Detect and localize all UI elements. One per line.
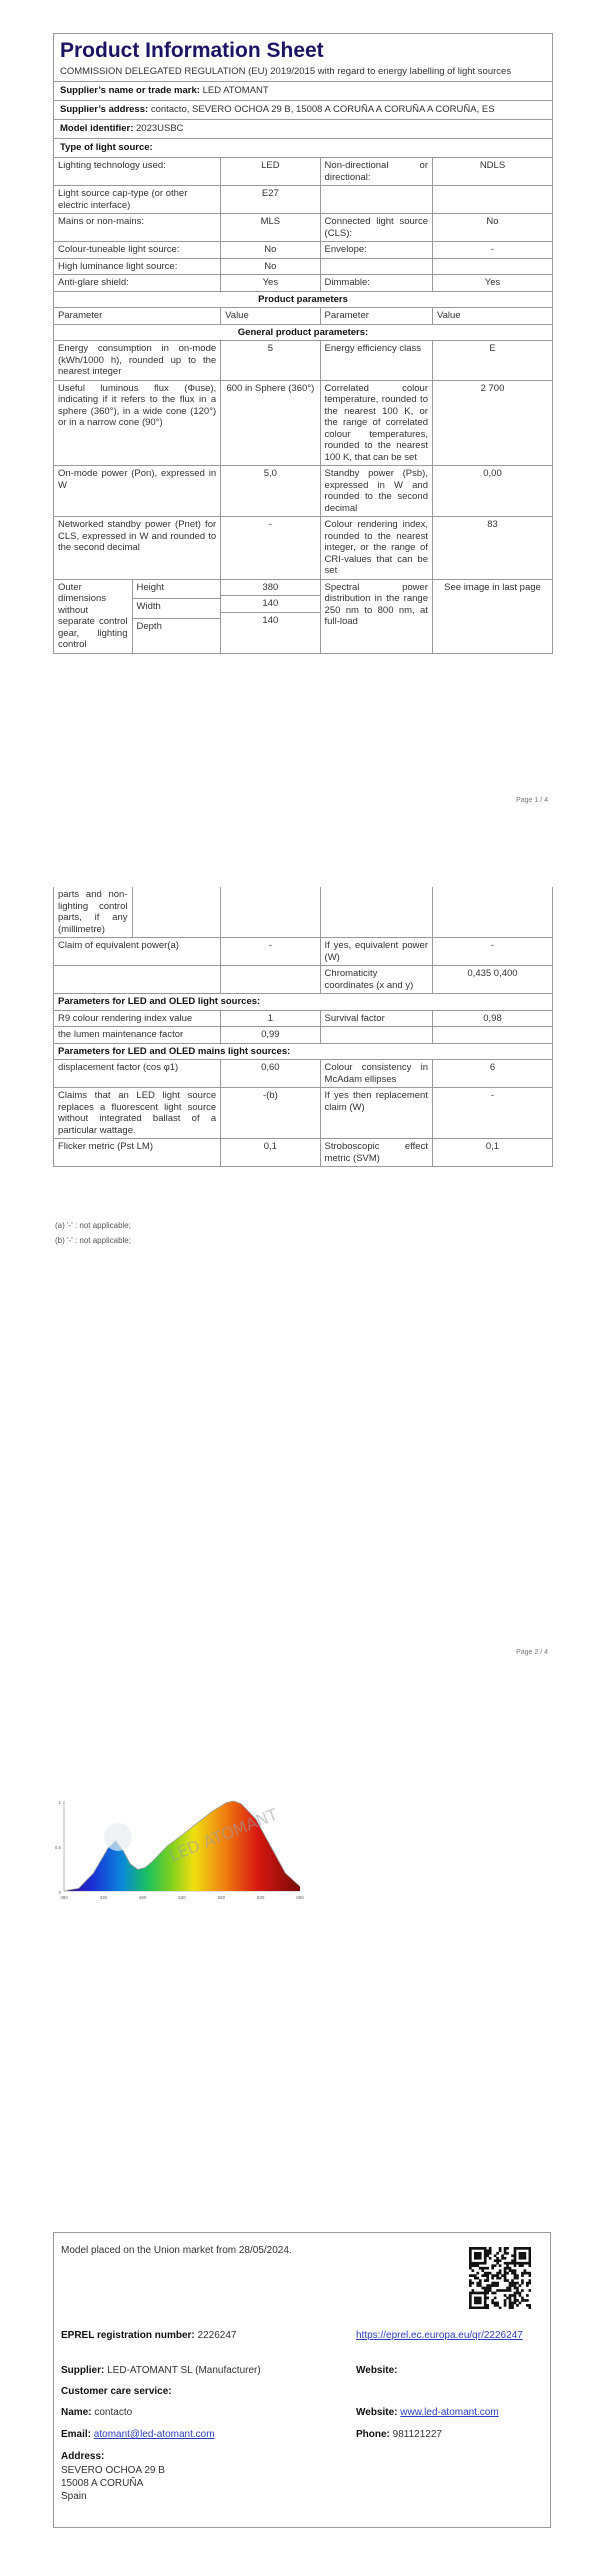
eprel-row xyxy=(61,2329,236,2342)
table-cell: -(b) xyxy=(221,1088,320,1139)
table-cell: Survival factor xyxy=(320,1010,432,1027)
table-cell: Standby power (Psb), expressed in W and rounded to the second decimal xyxy=(320,466,432,517)
table-cell: 5,0 xyxy=(221,466,320,517)
product-sheet-page2 xyxy=(53,887,553,1167)
product-sheet-page1 xyxy=(53,33,553,654)
table-cell: On-mode power (Pon), expressed in W xyxy=(54,466,221,517)
supplier-address-row xyxy=(54,100,552,119)
table-cell: Envelope: xyxy=(320,242,432,259)
supplier-name-label: Supplier’s name or trade mark: xyxy=(60,85,200,96)
website-link[interactable]: www.led-atomant.com xyxy=(400,2407,499,2418)
table-cell: Correlated colour temperature, rounded to the nearest 100 K, or the range of correlated colour temperatures, rounded to the nearest 100 K, that can be set xyxy=(320,380,432,466)
table-cell: 0,98 xyxy=(432,1010,552,1027)
address-label: Address: xyxy=(61,2451,105,2462)
x-tick-label: 430 xyxy=(99,1895,108,1900)
supplier-address-label: Supplier’s address: xyxy=(60,104,149,115)
table-row xyxy=(54,275,552,292)
dimensions-values xyxy=(221,579,320,653)
table-cell: If yes, equivalent power (W) xyxy=(320,938,432,966)
spectral-value: See image in last page xyxy=(432,579,552,653)
table-row xyxy=(54,186,552,214)
column-header: Parameter xyxy=(54,308,221,325)
table-cell: Energy consumption in on-mode (kWh/1000 h), rounded up to the nearest integer xyxy=(54,341,221,381)
table-cell: Claims that an LED light source replaces a fluorescent light source without integrated ballast of a particular wattage. xyxy=(54,1088,221,1139)
table-cell: Flicker metric (Pst LM) xyxy=(54,1139,221,1167)
table-cell: Mains or non-mains: xyxy=(54,214,221,242)
table-cell: No xyxy=(221,258,320,275)
table-cell: 83 xyxy=(432,517,552,580)
table-cell: Anti-glare shield: xyxy=(54,275,221,292)
footnote-b: (b) '-' : not applicable; xyxy=(55,1236,131,1245)
table-cell: Yes xyxy=(432,275,552,292)
table-row xyxy=(54,341,552,381)
table-row xyxy=(54,1060,552,1088)
table-cell: 0,435 0,400 xyxy=(432,966,552,994)
email-link[interactable]: atomant@led-atomant.com xyxy=(93,2429,215,2440)
table-cell: Colour rendering index, rounded to the nearest integer, or the range of CRI-values that can be set xyxy=(320,517,432,580)
table-row xyxy=(54,1010,552,1027)
table-cell: - xyxy=(432,938,552,966)
qr-code-icon xyxy=(469,2247,531,2309)
model-label: Model identifier: xyxy=(60,123,134,134)
parameters-table-continued xyxy=(54,887,552,1166)
table-cell: No xyxy=(432,214,552,242)
address-line: Spain xyxy=(61,2491,87,2502)
table-cell xyxy=(432,258,552,275)
x-tick-label: 680 xyxy=(296,1895,304,1900)
table-row xyxy=(54,158,552,186)
address-line: SEVERO OCHOA 29 B xyxy=(61,2465,165,2476)
x-tick-label: 480 xyxy=(138,1895,147,1900)
table-cell: 0,60 xyxy=(221,1060,320,1088)
table-cell: 0,00 xyxy=(432,466,552,517)
eprel-number: 2226247 xyxy=(197,2330,237,2341)
dimension-value: 380 xyxy=(262,581,279,593)
dimensions-label-continued: parts and non-lighting control parts, if any (millimetre) xyxy=(54,887,132,937)
table-cell: Yes xyxy=(221,275,320,292)
table-cell: Stroboscopic effect metric (SVM) xyxy=(320,1139,432,1167)
table-cell: Non-directional or directional: xyxy=(320,158,432,186)
dimension-value: 140 xyxy=(221,595,319,612)
table-cell xyxy=(320,1027,432,1044)
bulb-icon xyxy=(104,1823,132,1851)
led-mains-heading: Parameters for LED and OLED mains light sources: xyxy=(54,1043,552,1060)
table-row xyxy=(54,466,552,517)
table-cell xyxy=(320,258,432,275)
table-cell: LED xyxy=(221,158,320,186)
table-cell xyxy=(320,186,432,214)
table-row xyxy=(54,242,552,259)
x-tick-label: 580 xyxy=(217,1895,226,1900)
table-cell: Light source cap-type (or other electric interface) xyxy=(54,186,221,214)
table-cell: 0,99 xyxy=(221,1027,320,1044)
table-cell: Claim of equivalent power(a) xyxy=(54,938,221,966)
table-cell: E xyxy=(432,341,552,381)
phone-value: 981121227 xyxy=(392,2429,442,2440)
table-cell: R9 colour rendering index value xyxy=(54,1010,221,1027)
table-cell: 6 xyxy=(432,1060,552,1088)
table-cell: High luminance light source: xyxy=(54,258,221,275)
led-parameters-heading: Parameters for LED and OLED light sources: xyxy=(54,994,552,1011)
eprel-link-text[interactable]: https://eprel.ec.europa.eu/qr/2226247 xyxy=(356,2330,523,2341)
table-cell: 2 700 xyxy=(432,380,552,466)
phone-label: Phone: xyxy=(356,2429,390,2440)
model-row xyxy=(54,119,552,138)
type-label: Type of light source: xyxy=(54,138,552,157)
table-cell: E27 xyxy=(221,186,320,214)
table-cell: - xyxy=(432,1088,552,1139)
dimension-value: 140 xyxy=(221,612,319,629)
light-source-table xyxy=(54,157,552,653)
supplier-row xyxy=(61,2364,261,2377)
general-parameters-heading: General product parameters: xyxy=(54,324,552,341)
dimensions-cell xyxy=(54,887,221,938)
table-row xyxy=(54,966,552,994)
table-cell: Chromaticity coordinates (x and y) xyxy=(320,966,432,994)
name-label: Name: xyxy=(61,2407,92,2418)
table-cell: No xyxy=(221,242,320,259)
website-row xyxy=(356,2406,499,2419)
spectral-chart-svg xyxy=(50,1795,310,1905)
page-number: Page 2 / 4 xyxy=(516,1649,548,1656)
email-row xyxy=(61,2428,215,2441)
dimension-name: Width xyxy=(132,598,220,618)
column-header: Parameter xyxy=(320,308,432,325)
website-label: Website: xyxy=(356,2365,398,2376)
table-row xyxy=(54,1139,552,1167)
supplier-name: LED ATOMANT xyxy=(202,85,269,96)
dimensions-label: Outer dimensions without separate control gear, lighting control xyxy=(54,580,132,653)
spectral-label: Spectral power distribution in the range 250 nm to 800 nm, at full-load xyxy=(320,579,432,653)
table-cell xyxy=(432,1027,552,1044)
address-line: 15008 A CORUÑA xyxy=(61,2478,144,2489)
table-row xyxy=(54,1027,552,1044)
table-row xyxy=(54,579,552,653)
table-cell: Connected light source (CLS): xyxy=(320,214,432,242)
eprel-link[interactable] xyxy=(356,2329,536,2342)
table-cell: 5 xyxy=(221,341,320,381)
table-cell: 1 xyxy=(221,1010,320,1027)
table-cell: Colour consistency in McAdam ellipses xyxy=(320,1060,432,1088)
table-cell xyxy=(54,966,221,994)
table-cell: Networked standby power (Pnet) for CLS, expressed in W and rounded to the second decimal xyxy=(54,517,221,580)
page-number: Page 1 / 4 xyxy=(516,797,548,804)
page-title: Product Information Sheet xyxy=(60,39,324,62)
x-tick-label: 380 xyxy=(60,1895,68,1900)
supplier-name-row xyxy=(54,81,552,100)
table-cell: - xyxy=(432,242,552,259)
market-date: Model placed on the Union market from 28/05/2024. xyxy=(61,2245,292,2256)
table-cell: 0,1 xyxy=(221,1139,320,1167)
spectral-chart xyxy=(50,1795,310,1905)
table-cell: displacement factor (cos φ1) xyxy=(54,1060,221,1088)
table-cell: Useful luminous flux (Φuse), indicating if it refers to the flux in a sphere (360°), in a wide cone (120°) or in a narrow cone (90°) xyxy=(54,380,221,466)
column-header-row xyxy=(54,308,552,325)
website-label: Website: xyxy=(356,2407,398,2418)
table-cell: Colour-tuneable light source: xyxy=(54,242,221,259)
y-tick-label: 0.5 xyxy=(54,1845,61,1850)
eprel-label: EPREL registration number: xyxy=(61,2330,195,2341)
table-cell: the lumen maintenance factor xyxy=(54,1027,221,1044)
y-tick-label: 1 xyxy=(58,1800,61,1805)
customer-care-heading: Customer care service: xyxy=(61,2386,172,2397)
product-parameters-heading: Product parameters xyxy=(54,291,552,308)
column-header: Value xyxy=(221,308,320,325)
table-cell: 0,1 xyxy=(432,1139,552,1167)
table-cell: - xyxy=(221,517,320,580)
table-cell xyxy=(221,966,320,994)
qr-code-svg xyxy=(469,2247,531,2309)
table-cell: Energy efficiency class xyxy=(320,341,432,381)
table-row xyxy=(54,517,552,580)
table-cell: If yes then replacement claim (W) xyxy=(320,1088,432,1139)
table-cell xyxy=(432,186,552,214)
table-row xyxy=(54,258,552,275)
table-row xyxy=(54,214,552,242)
table-cell: - xyxy=(221,938,320,966)
watermark-logo: LED ATOMANT xyxy=(166,1804,281,1866)
table-cell: 600 in Sphere (360°) xyxy=(221,380,320,466)
email-label: Email: xyxy=(61,2429,92,2440)
supplier-value: LED-ATOMANT SL (Manufacturer) xyxy=(107,2365,261,2376)
x-tick-label: 530 xyxy=(178,1895,186,1900)
phone-row xyxy=(356,2428,442,2441)
table-cell: Dimmable: xyxy=(320,275,432,292)
x-tick-label: 630 xyxy=(256,1895,265,1900)
model-identifier: 2023USBC xyxy=(136,123,184,134)
table-row xyxy=(54,938,552,966)
table-row xyxy=(54,887,552,938)
dimensions-cell xyxy=(54,579,221,653)
name-value: contacto xyxy=(94,2407,133,2418)
column-header: Value xyxy=(432,308,552,325)
table-row xyxy=(54,380,552,466)
regulation-text: COMMISSION DELEGATED REGULATION (EU) 2019/2015 with regard to energy labelling of light sources xyxy=(60,66,512,77)
supplier-label: Supplier: xyxy=(61,2365,105,2376)
footnote-a: (a) '-' : not applicable; xyxy=(55,1221,131,1230)
eprel-box xyxy=(53,2232,551,2528)
name-row xyxy=(61,2406,132,2419)
supplier-address: contacto, SEVERO OCHOA 29 B, 15008 A CORUÑA A CORUÑA A CORUÑA, ES xyxy=(150,104,495,115)
dimension-name: Height xyxy=(136,581,164,593)
dimension-name: Depth xyxy=(132,618,220,653)
table-row xyxy=(54,1088,552,1139)
table-cell: MLS xyxy=(221,214,320,242)
y-tick-label: 0 xyxy=(58,1890,61,1895)
table-cell: NDLS xyxy=(432,158,552,186)
table-cell: Lighting technology used: xyxy=(54,158,221,186)
